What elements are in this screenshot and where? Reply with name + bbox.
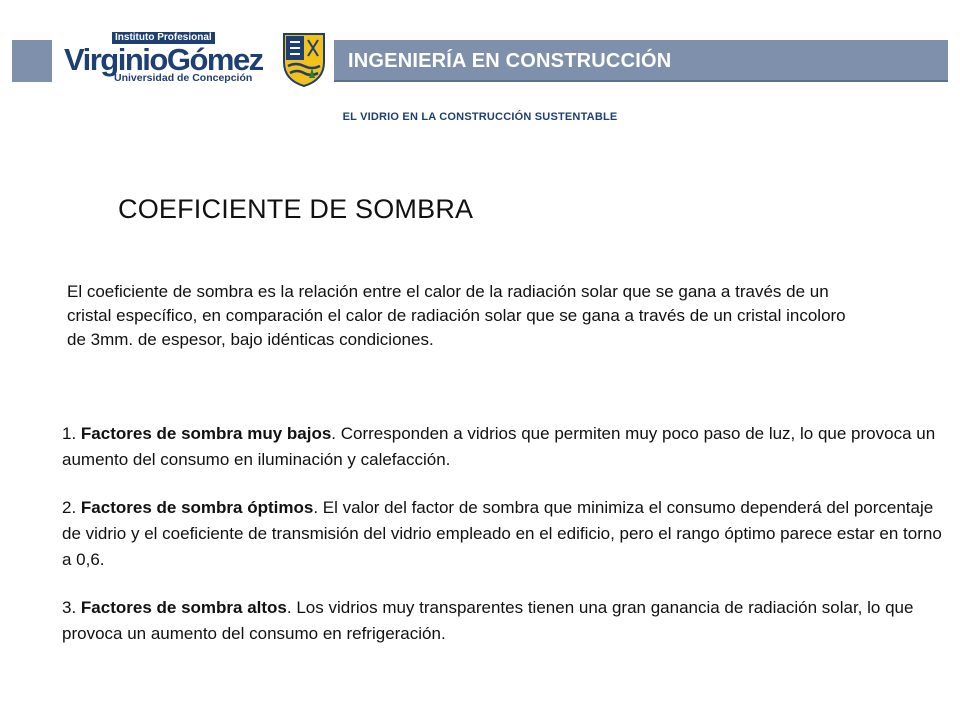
factor-list	[62, 421, 942, 669]
factor-number: 1.	[62, 424, 77, 443]
shield-icon	[282, 32, 326, 88]
intro-paragraph: El coeficiente de sombra es la relación entre el calor de la radiación solar que se gana a través de un cristal específico, en comparación el calor de radiación solar que se gana a través de un cristal incoloro de 3mm. de espesor, bajo idénticas condiciones.	[67, 282, 846, 349]
factor-item	[62, 595, 942, 647]
factor-item	[62, 421, 942, 473]
factor-text: . Los vidrios muy transparentes tienen una gran ganancia de radiación solar, lo que provoca un aumento del consumo en refrigeración.	[62, 598, 914, 643]
header-left-block	[12, 40, 52, 82]
factor-number: 3.	[62, 598, 77, 617]
factor-text: . Corresponden a vidrios que permiten muy poco paso de luz, lo que provoca un aumento del consumo en iluminación y calefacción.	[62, 424, 936, 469]
program-title: INGENIERÍA EN CONSTRUCCIÓN	[348, 50, 672, 72]
factor-heading: Factores de sombra muy bajos	[80, 424, 332, 443]
institution-logo	[58, 30, 326, 94]
logo-name-part1: Virginio	[64, 42, 167, 77]
logo-subtitle: Universidad de Concepción	[114, 72, 253, 84]
factor-number: 2.	[62, 498, 77, 517]
factor-item	[62, 495, 942, 573]
section-title: COEFICIENTE DE SOMBRA	[118, 194, 474, 224]
factor-text: . El valor del factor de sombra que minimiza el consumo dependerá del porcentaje de vidrio y el coeficiente de transmisión del vidrio empleado en el edificio, pero el rango óptimo parece estar en torno a 0,6.	[62, 498, 942, 569]
factor-heading: Factores de sombra altos	[80, 598, 287, 617]
logo-top-label: Instituto Profesional	[112, 32, 215, 44]
factor-heading: Factores de sombra óptimos	[80, 498, 314, 517]
slide-subtitle: EL VIDRIO EN LA CONSTRUCCIÓN SUSTENTABLE	[342, 111, 618, 123]
logo-name-part2: Gómez	[166, 42, 263, 77]
header-bar	[334, 40, 948, 82]
